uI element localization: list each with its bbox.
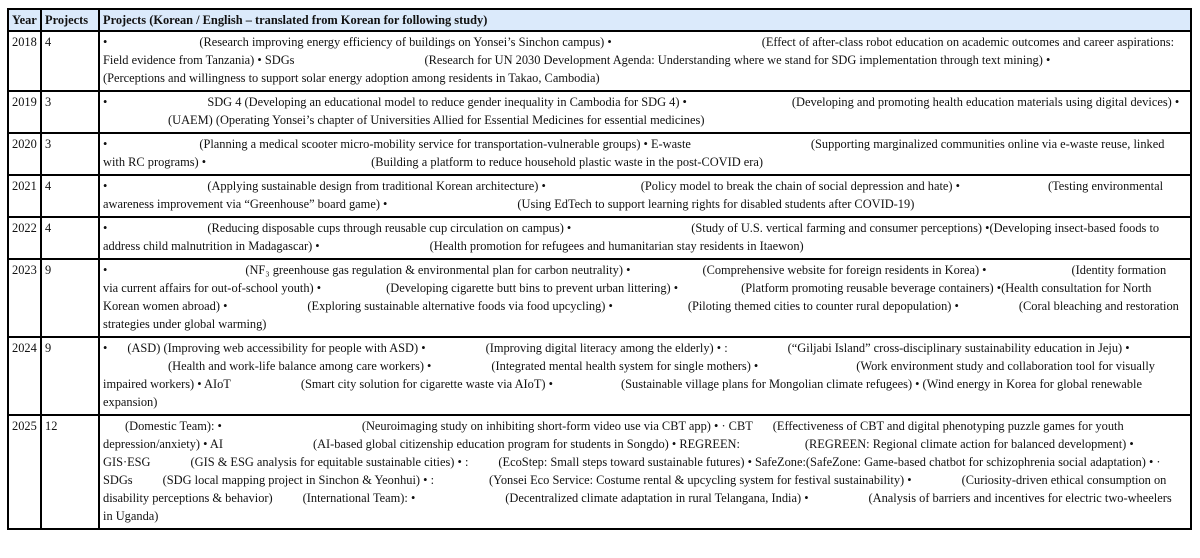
project-count-cell: 4 <box>41 217 99 259</box>
project-english-title: (Decentralized climate adaptation in rural Telangana, India) <box>505 491 802 505</box>
projects-cell <box>99 91 1191 133</box>
project-english-title: (Applying sustainable design from traditional Korean architecture) <box>207 179 539 193</box>
bullet: • <box>952 179 960 193</box>
project-english-title: (Improving digital literacy among the elderly) <box>485 341 714 355</box>
bullet: • <box>801 491 809 505</box>
bullet: • <box>679 95 687 109</box>
project-english-title: (Health and work-life balance among care workers) <box>168 359 424 373</box>
project-english-title: (Developing cigarette butt bins to prevent urban littering) <box>386 281 671 295</box>
project-english-title: (Effect of after-class robot education on academic outcomes and career aspirations: Field evidence from Tanzania) <box>103 35 1175 67</box>
project-korean-label: AI <box>207 437 223 451</box>
project-english-title: (Comprehensive website for foreign residents in Korea) <box>702 263 980 277</box>
bullet: • <box>379 197 388 211</box>
bullet: • <box>103 221 108 235</box>
project-english-title: (Research for UN 2030 Development Agenda: Understanding where we stand for SDG implementation through text mining) <box>424 53 1043 67</box>
projects-cell <box>99 415 1191 529</box>
year-cell: 2023 <box>8 259 41 337</box>
projects-table <box>7 8 1192 530</box>
header-year: Year <box>8 9 41 31</box>
bullet: • <box>993 281 1002 295</box>
project-english-title: (Testing environmental awareness improvement via “Greenhouse” board game) <box>103 179 1164 211</box>
project-item <box>103 221 564 235</box>
project-english-title: SDG 4 (Developing an educational model to reduce gender inequality in Cambodia for SDG 4) <box>207 95 680 109</box>
project-english-title: (Wind energy in Korea for global renewable expansion) <box>103 377 1142 409</box>
project-item <box>199 155 763 169</box>
bullet: • <box>1122 341 1130 355</box>
project-item <box>454 455 744 469</box>
project-korean-label: : <box>721 341 728 355</box>
project-item <box>380 197 914 211</box>
project-english-title: (SafeZone: Game-based chatbot for schizophrenia social adaptation) <box>805 455 1146 469</box>
year-cell: 2018 <box>8 31 41 91</box>
project-english-title: (Study of U.S. vertical farming and consumer perceptions) <box>691 221 983 235</box>
table-row <box>8 133 1191 175</box>
bullet: • <box>103 263 108 277</box>
project-count-cell: 3 <box>41 133 99 175</box>
project-item <box>314 281 671 295</box>
project-item <box>605 299 951 313</box>
project-item <box>538 179 952 193</box>
projects-cell <box>99 31 1191 91</box>
project-count-cell: 3 <box>41 91 99 133</box>
project-english-title: (Building a platform to reduce household plastic waste in the post-COVID era) <box>371 155 764 169</box>
table-row <box>8 175 1191 217</box>
project-korean-label: · CBT <box>718 419 753 433</box>
project-item <box>103 95 679 109</box>
project-english-title: (EcoStep: Small steps toward sustainable futures) <box>498 455 745 469</box>
project-item <box>564 221 982 235</box>
project-english-title: (Neuroimaging study on inhibiting short-form video use via CBT app) <box>361 419 711 433</box>
project-count-cell: 12 <box>41 415 99 529</box>
project-item <box>200 437 669 451</box>
bullet: • <box>545 377 553 391</box>
project-korean-label: · SDGs <box>103 455 1161 487</box>
project-english-title: (Perceptions and willingness to support solar energy adoption among residents in Takao, Cambodia) <box>103 71 600 85</box>
bullet: • <box>979 263 987 277</box>
project-item <box>312 239 803 253</box>
project-item <box>103 35 604 49</box>
project-english-title: (Sustainable village plans for Mongolian climate refugees) <box>620 377 913 391</box>
project-english-title: (UAEM) (Operating Yonsei’s chapter of Universities Allied for Essential Medicines for essential medicines) <box>168 113 705 127</box>
table-row <box>8 217 1191 259</box>
project-item <box>714 341 1122 355</box>
project-english-title: (Piloting themed cities to counter rural depopulation) <box>687 299 952 313</box>
table-row <box>8 91 1191 133</box>
project-item <box>103 179 538 193</box>
header-row <box>8 9 1191 31</box>
project-english-title: (NF₃ greenhouse gas regulation & environmental plan for carbon neutrality) <box>245 263 623 277</box>
project-english-title: (Planning a medical scooter micro-mobility service for transportation-vulnerable groups) <box>199 137 641 151</box>
bullet: • <box>103 95 108 109</box>
bullet: • <box>312 239 320 253</box>
project-item <box>744 455 1145 469</box>
project-korean-label: REGREEN: <box>676 437 740 451</box>
project-english-title: (Yonsei Eco Service: Costume rental & upcycling system for festival sustainability) <box>489 473 905 487</box>
bullet: • <box>1171 95 1180 109</box>
bullet: • <box>1042 53 1051 67</box>
table-row <box>8 259 1191 337</box>
bullet: • <box>904 473 912 487</box>
bullet: • <box>103 137 108 151</box>
project-english-title: (Effectiveness of CBT and digital phenotyping puzzle games for youth depression/anxiety) <box>103 419 1124 451</box>
header-projects: Projects (Korean / English – translated from Korean for following study) <box>99 9 1191 31</box>
project-english-title: (GIS & ESG analysis for equitable sustainable cities) <box>190 455 455 469</box>
projects-cell <box>99 217 1191 259</box>
bullet: • <box>744 455 752 469</box>
project-english-title: (Health promotion for refugees and humanitarian stay residents in Itaewon) <box>429 239 804 253</box>
bullet: • <box>103 341 108 355</box>
project-korean-label: : <box>461 455 469 469</box>
project-english-title: (Developing and promoting health education materials using digital devices) <box>791 95 1172 109</box>
project-count-cell: 4 <box>41 31 99 91</box>
project-item <box>418 341 714 355</box>
project-item <box>424 359 751 373</box>
project-item <box>679 95 1171 109</box>
project-item <box>194 377 545 391</box>
header-project-count: Projects <box>41 9 99 31</box>
project-korean-label: GIS·ESG <box>103 455 151 469</box>
project-english-title: (Reducing disposable cups through reusable cup circulation on campus) <box>207 221 564 235</box>
bullet: • <box>418 341 426 355</box>
bullet: • <box>951 299 959 313</box>
project-count-cell: 4 <box>41 175 99 217</box>
bullet: • <box>219 299 228 313</box>
project-english-title: (Platform promoting reusable beverage containers) <box>741 281 994 295</box>
bullet: • <box>750 359 759 373</box>
bullet: • <box>563 221 572 235</box>
bullet: • <box>198 155 207 169</box>
bullet: • <box>103 35 108 49</box>
project-item <box>103 137 640 151</box>
project-item <box>103 341 418 355</box>
project-english-title: (Analysis of barriers and incentives for electric two-wheelers in Uganda) <box>103 491 1172 523</box>
project-english-title: (Coral bleaching and restoration strategies under global warming) <box>103 299 1179 331</box>
project-korean-label: : <box>427 473 435 487</box>
project-english-title: (Policy model to break the chain of social depression and hate) <box>640 179 953 193</box>
project-english-title: (Integrated mental health system for single mothers) <box>491 359 751 373</box>
projects-cell <box>99 337 1191 415</box>
year-cell: 2025 <box>8 415 41 529</box>
project-item <box>420 473 904 487</box>
team-label-domestic: (Domestic Team): <box>125 419 215 433</box>
year-cell: 2021 <box>8 175 41 217</box>
year-cell: 2020 <box>8 133 41 175</box>
project-english-title: (Using EdTech to support learning rights for disabled students after COVID-19) <box>517 197 915 211</box>
year-cell: 2022 <box>8 217 41 259</box>
project-item <box>214 419 711 433</box>
bullet: • <box>640 137 648 151</box>
project-count-cell: 9 <box>41 259 99 337</box>
project-item <box>254 53 1043 67</box>
table-row <box>8 337 1191 415</box>
bullet: • <box>407 491 416 505</box>
bullet: • <box>200 437 208 451</box>
table-row <box>8 31 1191 91</box>
projects-cell <box>99 133 1191 175</box>
bullet: • <box>668 437 677 451</box>
project-english-title: (Research improving energy efficiency of buildings on Yonsei’s Sinchon campus) <box>199 35 605 49</box>
bullet: • <box>713 341 722 355</box>
bullet: • <box>194 377 202 391</box>
project-english-title: (Curiosity-driven ethical consumption on disability perceptions & behavior) <box>103 473 1167 505</box>
project-english-title: (ASD) (Improving web accessibility for people with ASD) <box>127 341 419 355</box>
project-item <box>671 281 994 295</box>
table-body <box>8 31 1191 529</box>
project-english-title: (“Giljabi Island” cross-disciplinary sustainability education in Jeju) <box>787 341 1123 355</box>
project-english-title: (REGREEN: Regional climate action for balanced development) <box>804 437 1127 451</box>
bullet: • <box>1145 455 1154 469</box>
bullet: • <box>423 359 432 373</box>
projects-cell <box>99 175 1191 217</box>
year-cell: 2019 <box>8 91 41 133</box>
bullet: • <box>710 419 719 433</box>
project-english-title: (Smart city solution for cigarette waste via AIoT) <box>300 377 546 391</box>
project-korean-label: E-waste <box>647 137 691 151</box>
bullet: • <box>670 281 679 295</box>
project-english-title: (Health consultation for North Korean women abroad) <box>103 281 1152 313</box>
bullet: • <box>103 179 108 193</box>
bullet: • <box>214 419 222 433</box>
project-english-title: (Developing insect-based foods to address child malnutrition in Madagascar) <box>103 221 1160 253</box>
project-english-title: (Supporting marginalized communities online via e-waste reuse, linked with RC programs) <box>103 137 1165 169</box>
project-korean-label: SafeZone: <box>751 455 806 469</box>
year-cell: 2024 <box>8 337 41 415</box>
bullet: • <box>254 53 262 67</box>
team-label-international: (International Team): <box>302 491 408 505</box>
project-item <box>623 263 979 277</box>
project-english-title: (AI-based global citizenship education program for students in Songdo) <box>312 437 669 451</box>
project-korean-label: AIoT <box>201 377 231 391</box>
project-item <box>669 437 1126 451</box>
table-row <box>8 415 1191 529</box>
project-english-title: (SDG local mapping project in Sinchon & Yeonhui) <box>162 473 421 487</box>
bullet: • <box>604 35 612 49</box>
project-count-cell: 9 <box>41 337 99 415</box>
bullet: • <box>313 281 322 295</box>
bullet: • <box>605 299 613 313</box>
bullet: • <box>982 221 990 235</box>
bullet: • <box>912 377 920 391</box>
bullet: • <box>538 179 546 193</box>
project-item <box>546 377 913 391</box>
project-item <box>408 491 801 505</box>
project-item <box>220 299 605 313</box>
bullet: • <box>623 263 631 277</box>
project-korean-label: SDGs <box>261 53 295 67</box>
bullet: • <box>454 455 462 469</box>
project-item <box>103 263 623 277</box>
bullet: • <box>420 473 428 487</box>
bullet: • <box>1126 437 1134 451</box>
project-english-title: (Work environment study and collaboration tool for visually impaired workers) <box>103 359 1155 391</box>
project-english-title: (Identity formation via current affairs for out-of-school youth) <box>103 263 1167 295</box>
project-english-title: (Exploring sustainable alternative foods via food upcycling) <box>307 299 606 313</box>
projects-cell <box>99 259 1191 337</box>
